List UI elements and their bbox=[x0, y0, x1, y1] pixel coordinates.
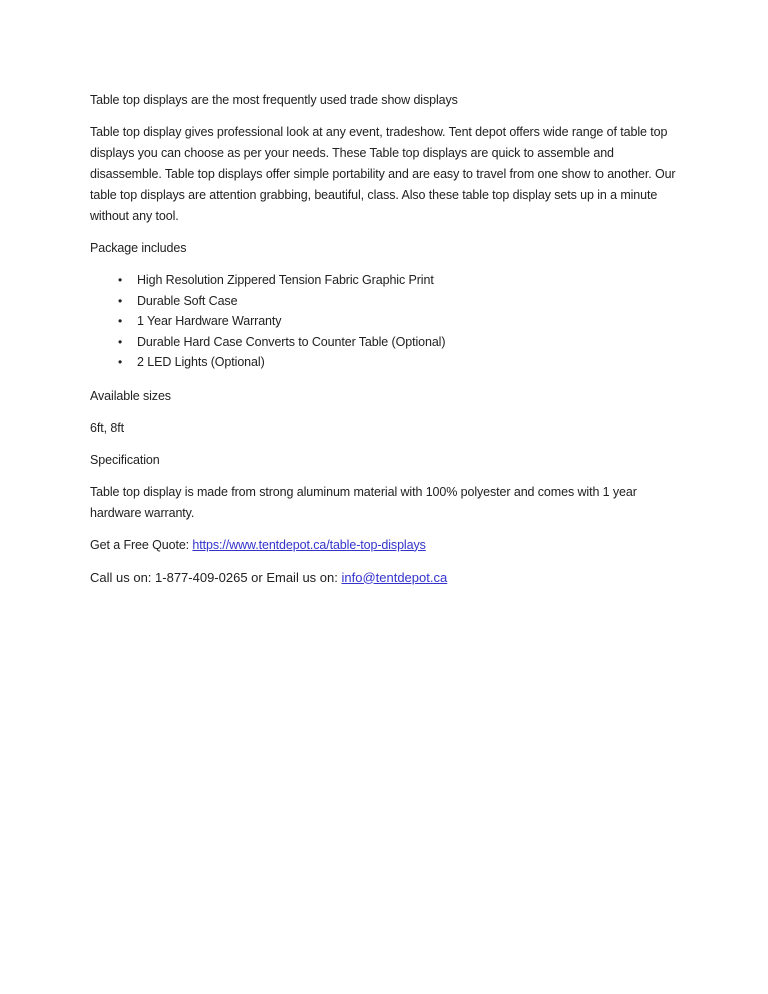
list-item bbox=[90, 332, 678, 353]
bullet-icon: • bbox=[118, 273, 123, 287]
contact-label: Call us on: 1-877-409-0265 or Email us on: bbox=[90, 569, 342, 585]
free-quote-line bbox=[90, 535, 678, 556]
list-item-text: 1 Year Hardware Warranty bbox=[137, 314, 282, 328]
list-item-text: High Resolution Zippered Tension Fabric Graphic Print bbox=[137, 273, 434, 287]
bullet-icon: • bbox=[118, 334, 123, 349]
intro-paragraph: Table top display gives professional look at any event, tradeshow. Tent depot offers wide range of table top displays you can choose as per your needs. These Table top displays are quick to assemble and disassemble. Table top displays offer simple portability and are easy to travel from one show to another. Our table top displays are attention grabbing, beautiful, class. Also these table top display sets up in a minute without any tool. bbox=[90, 125, 679, 223]
bullet-icon: • bbox=[118, 314, 123, 328]
list-item-text: Durable Soft Case bbox=[137, 293, 238, 308]
contact-line bbox=[90, 567, 678, 588]
free-quote-label: Get a Free Quote: bbox=[90, 537, 193, 552]
list-item-text: Durable Hard Case Converts to Counter Table (Optional) bbox=[137, 334, 446, 349]
page-heading: Table top displays are the most frequently used trade show displays bbox=[90, 93, 458, 107]
list-item-text: 2 LED Lights (Optional) bbox=[137, 355, 265, 369]
bullet-icon: • bbox=[118, 355, 123, 369]
list-item bbox=[90, 270, 678, 291]
specification-paragraph: Table top display is made from strong aluminum material with 100% polyester and comes with 1 year hardware warranty. bbox=[90, 484, 641, 520]
list-item bbox=[90, 352, 678, 373]
available-sizes-value: 6ft, 8ft bbox=[90, 420, 124, 435]
package-list bbox=[90, 270, 678, 373]
package-includes-heading: Package includes bbox=[90, 241, 187, 255]
quote-url-link[interactable]: https://www.tentdepot.ca/table-top-displays bbox=[192, 537, 426, 552]
list-item bbox=[90, 311, 678, 332]
email-link[interactable]: info@tentdepot.ca bbox=[341, 569, 448, 585]
available-sizes-heading: Available sizes bbox=[90, 388, 171, 403]
list-item bbox=[90, 291, 678, 312]
bullet-icon: • bbox=[118, 293, 123, 308]
specification-heading: Specification bbox=[90, 452, 160, 467]
